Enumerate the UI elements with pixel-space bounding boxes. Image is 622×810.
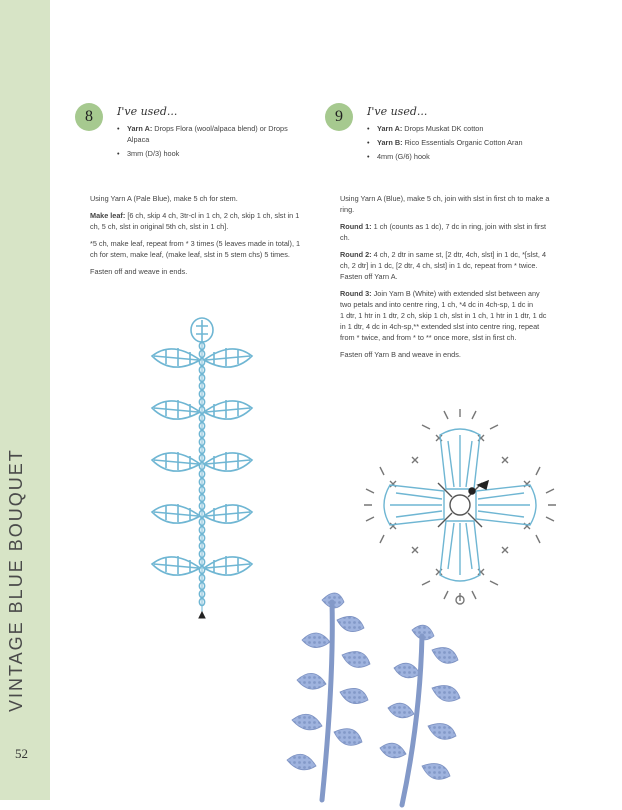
pattern-9-materials (367, 123, 577, 165)
chart-leaf (204, 504, 252, 523)
start-arrow-icon (199, 612, 205, 618)
leaf-instruction: Make leaf: [6 ch, skip 4 ch, 3tr-cl in 1 ch, 2 ch, skip 1 ch, slst in 1 ch, 5 ch, slst in original 5th ch, slst in 1 ch]. (90, 211, 300, 231)
chart-leaf (204, 400, 252, 419)
round-3-instruction: Round 3: Join Yarn B (White) with extended slst between any two petals and into centre ring, 1 ch, *4 dc in 4ch-sp, 1 dc in (340, 289, 540, 309)
chart-leaf (152, 556, 200, 575)
chart-leaf (204, 452, 252, 471)
finish-text: Fasten off and weave in ends. (90, 267, 188, 276)
petals-yarn-a (384, 429, 536, 581)
chart-leaf (191, 318, 213, 342)
round-2-instruction: Round 2: 4 ch, 2 dtr in same st, [2 dtr, 4ch, slst] in 1 dc, *[slst, 4 ch, 2 dtr] in 1 dc, [2 dtr, 4 ch, slst] in 1 dc, repeat from * twice. Fasten off Yarn A. (340, 250, 547, 281)
repeat-instruction: *5 ch, make leaf, repeat from * 3 times (5 leaves made in total), 1 ch for stem, make leaf, (make leaf, slst in 5 stem chs) 5 times. (90, 239, 301, 259)
material-item: • 4mm (G/6) hook (367, 151, 577, 162)
page-number: 52 (15, 746, 28, 761)
chart-leaf (152, 504, 200, 523)
pattern-9-badge: 9 (325, 103, 353, 131)
start-marker-icon (469, 481, 488, 494)
material-item: • Yarn A: Drops Flora (wool/alpaca blend) or Drops Alpaca (117, 123, 297, 145)
chart-leaf (152, 400, 200, 419)
pattern-8-materials (117, 123, 297, 162)
leaf-stem-chart (132, 312, 272, 622)
chart-leaf (152, 452, 200, 471)
chart-leaf (204, 556, 252, 575)
material-item: • 3mm (D/3) hook (117, 148, 297, 159)
round-1-instruction: Round 1: 1 ch (counts as 1 dc), 7 dc in ring, join with slst in first ch. (340, 222, 547, 242)
pattern-9-instructions (340, 193, 552, 366)
chart-leaf (204, 348, 252, 367)
watermark: PassionForum.ru (543, 784, 612, 794)
flower-motif-chart (360, 405, 560, 605)
material-item: • Yarn B: Rico Essentials Organic Cotton Aran (367, 137, 577, 148)
intro-text: Using Yarn A (Pale Blue), make 5 ch for stem. (90, 194, 238, 203)
round-3-instruction-continued: 1 dtr, 1 htr in 1 dtr, 2 ch, skip 1 ch, slst in 1 ch, 1 htr in 1 dtr, 1 dc in 1 dtr, 4 dc in 4ch-sp,** extended slst into centre ring, repeat from * twice, and from * to ** once more, slst in first ch. (340, 311, 547, 342)
pattern-9-used-heading: I've used... (367, 105, 428, 118)
finish-text: Fasten off Yarn B and weave in ends. (340, 350, 461, 359)
pattern-8-used-heading: I've used... (117, 105, 178, 118)
section-title: VINTAGE BLUE BOUQUET (6, 448, 26, 712)
pattern-8-badge: 8 (75, 103, 103, 131)
pattern-8-instructions (90, 193, 302, 283)
intro-text: Using Yarn A (Blue), make 5 ch, join with slst in first ch to make a ring. (340, 194, 550, 214)
material-item: • Yarn A: Drops Muskat DK cotton (367, 123, 577, 134)
crochet-leaves-photo (282, 580, 532, 810)
chart-leaf (152, 348, 200, 367)
